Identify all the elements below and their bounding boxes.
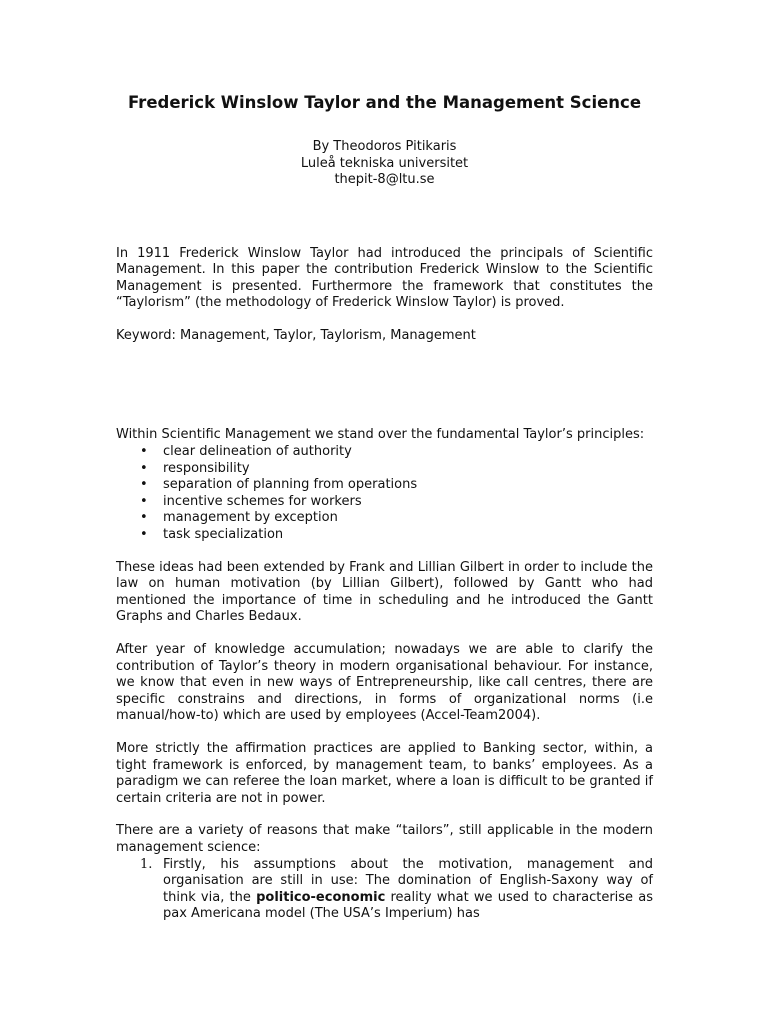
principles-list [116,444,653,544]
paragraph-banking: More strictly the affirmation practices are applied to Banking sector, within, a tight framework is enforced, by management team, to banks’ employees. As a paradigm we can referee the loan market, where a loan is difficult to be granted if certain criteria are not in power. [116,740,653,806]
abstract: In 1911 Frederick Winslow Taylor had introduced the principals of Scientific Management. In this paper the contribution Frederick Winslow to the Scientific Management is presented. Furthermore the framework that constitutes the “Taylorism” (the methodology of Frederick Winslow Taylor) is proved. [116,245,653,311]
paragraph-knowledge: After year of knowledge accumulation; nowadays we are able to clarify the contribution of Taylor’s theory in modern organisational behaviour. For instance, we know that even in new ways of Entrepreneurship, like call centres, there are specific constrains and directions, in forms of organizational norms (i.e manual/how-to) which are used by employees (Accel-Team2004). [116,642,653,724]
author-affiliation: Luleå tekniska universitet [300,155,469,171]
author-byline: By Theodoros Pitikaris [312,139,457,154]
reason-text-bold: politico-economic [256,889,386,905]
list-item [140,856,654,923]
author-email: thepit-8@ltu.se [334,172,435,187]
paper-page [116,92,653,923]
intro-paragraph: Within Scientific Management we stand over the fundamental Taylor’s principles: [116,427,645,443]
author-block [116,139,653,189]
list-item: • incentive schemes for workers [163,494,653,511]
reason-text-start: Firstly, his assumptions about the motivation, management and organisation are still in use: The domination of English-Saxony way of think via, the [163,856,653,905]
list-item: • clear delineation of authority [163,444,653,461]
list-number: 1. [140,856,153,872]
paragraph-reasons: There are a variety of reasons that make “tailors”, still applicable in the modern management science: [116,823,653,855]
list-item: • task specialization [163,527,653,544]
list-item: • separation of planning from operations [163,477,653,494]
reason-text-end: reality what we used to characterise as pax Americana model (The USA’s Imperium) has [163,889,654,922]
keywords: Keyword: Management, Taylor, Taylorism, Management [116,327,476,343]
reasons-list [116,857,653,923]
list-item: • management by exception [163,510,653,527]
paper-title: Frederick Winslow Taylor and the Management Science [127,93,642,112]
paragraph-gilbert: These ideas had been extended by Frank and Lillian Gilbert in order to include the law on human motivation (by Lillian Gilbert), followed by Gantt who had mentioned the importance of time in scheduling and he introduced the Gantt Graphs and Charles Bedaux. [116,559,653,625]
list-item: • responsibility [163,461,653,478]
